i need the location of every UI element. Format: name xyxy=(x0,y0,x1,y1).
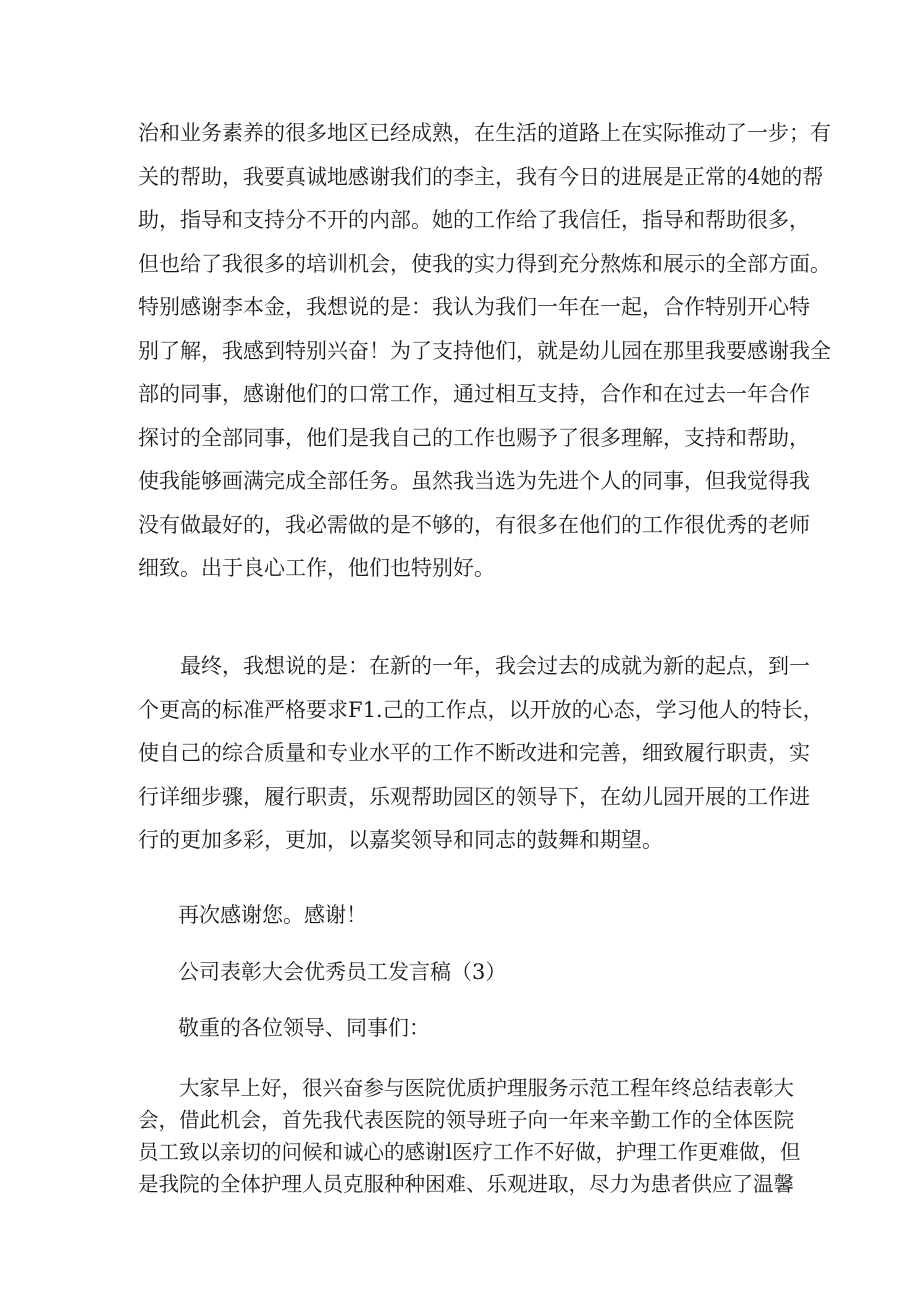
text-line: 探讨的全部同事，他们是我自己的工作也赐予了很多理解，支持和帮助， xyxy=(138,425,810,450)
text-line: 个更高的标准严格要求F1.己的工作点，以开放的心态，学习他人的特长， xyxy=(138,697,824,722)
text-line: 会，借此机会，首先我代表医院的领导班子向一年来辛勤工作的全体医院 xyxy=(138,1108,794,1132)
text-line: 别了解，我感到特别兴奋！为了支持他们，就是幼儿园在那里我要感谢我全 xyxy=(138,338,831,363)
section-title: 公司表彰大会优秀员工发言稿（3） xyxy=(178,960,507,984)
salutation: 敬重的各位领导、同事们： xyxy=(178,1016,430,1040)
text-line: 员工致以亲切的问候和诚心的感谢l医疗工作不好做，护理工作更难做，但 xyxy=(138,1140,801,1164)
text-line: 特别感谢李本金，我想说的是：我认为我们一年在一起，合作特别开心特 xyxy=(138,295,810,319)
paragraph-final-words xyxy=(138,645,824,863)
text-line: 但也给了我很多的培训机会，使我的实力得到充分熬炼和展示的全部方面。 xyxy=(138,251,831,276)
text-line: 是我院的全体护理人员克服种种困难、乐观进取，尽力为患者供应了温馨 xyxy=(138,1172,794,1196)
closing-thanks: 再次感谢您。感谢！ xyxy=(178,903,367,927)
text-line: 细致。出于良心工作，他们也特别好。 xyxy=(138,556,495,580)
text-line: 助，指导和支持分不开的内部。她的工作给了我信任，指导和帮助很多， xyxy=(138,208,810,232)
text-line: 部的同事，感谢他们的口常工作，通过相互支持，合作和在过去一年合作 xyxy=(138,382,810,406)
text-line: 行的更加多彩，更加，以嘉奖领导和同志的鼓舞和期望。 xyxy=(138,828,663,852)
text-line: 没有做最好的，我必需做的是不够的，有很多在他们的工作很优秀的老师 xyxy=(138,512,810,537)
text-line: 治和业务素养的很多地区已经成熟，在生活的道路上在实际推动了一步；有 xyxy=(138,121,831,145)
paragraph-gratitude-colleagues xyxy=(138,112,831,591)
text-line: 关的帮助，我要真诚地感谢我们的李主，我有今日的进展是正常的4她的帮 xyxy=(138,164,824,189)
text-line: 大家早上好，很兴奋参与医院优质护理服务示范工程年终总结表彰大 xyxy=(138,1076,794,1100)
text-line: 使我能够画满完成全部任务。虽然我当选为先进个人的同事，但我觉得我 xyxy=(138,469,810,493)
text-line: 使自己的综合质量和专业水平的工作不断改进和完善，细致履行职责，实 xyxy=(138,741,810,765)
text-line: 行详细步骤，履行职责，乐观帮助园区的领导下，在幼儿园开展的工作进 xyxy=(138,784,810,809)
paragraph-speech-opening xyxy=(138,1072,801,1200)
text-line: 最终，我想说的是：在新的一年，我会过去的成就为新的起点，到一 xyxy=(138,654,810,678)
